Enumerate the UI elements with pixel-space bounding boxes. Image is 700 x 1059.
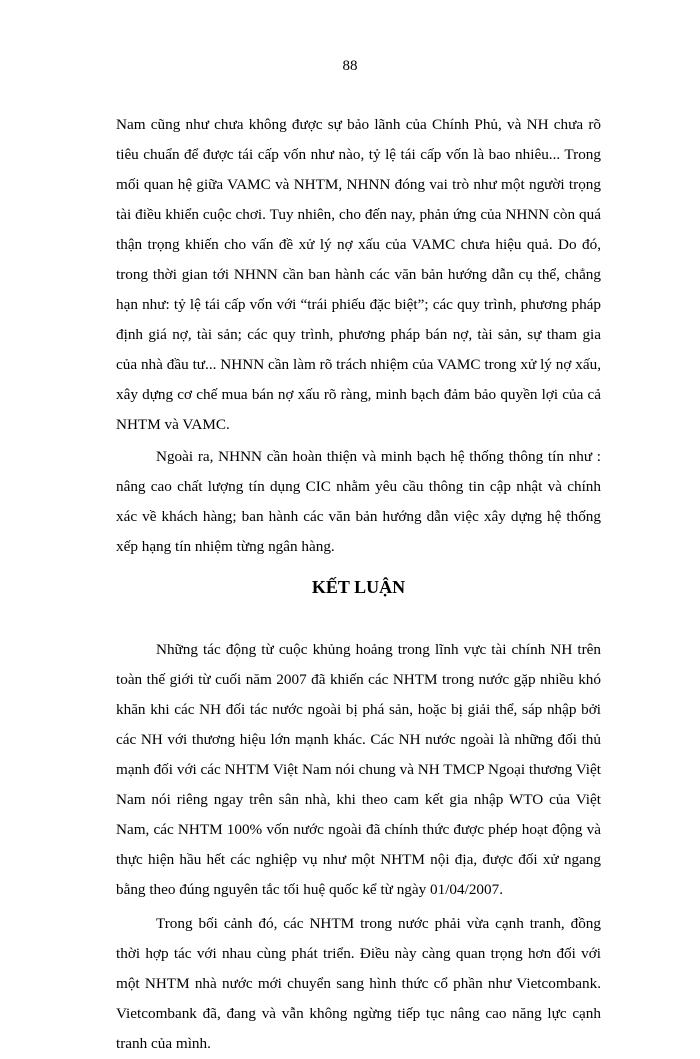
paragraph-competition: Trong bối cảnh đó, các NHTM trong nước phải vừa cạnh tranh, đồng thời hợp tác với nhau cùng phát triển. Điều này càng quan trọng hơn đối với một NHTM nhà nước mới chuyển sang hình thức cổ phần như Vietcombank. Vietcombank đã, đang và vẫn không ngừng tiếp tục nâng cao năng lực cạnh tranh của mình. [116, 915, 601, 1052]
document-body [116, 110, 601, 1059]
paragraph-information-system: Ngoài ra, NHNN cần hoàn thiện và minh bạch hệ thống thông tín như : nâng cao chất lượng tín dụng CIC nhằm yêu cầu thông tin cập nhật và chính xác về khách hàng; ban hành các văn bản hướng dẫn việc xây dựng hệ thống xếp hạng tín nhiệm từng ngân hàng. [116, 448, 601, 555]
page-number: 88 [342, 58, 358, 74]
paragraph-vamc-regulation: Nam cũng như chưa không được sự bảo lãnh của Chính Phủ, và NH chưa rõ tiêu chuẩn để được tái cấp vốn như nào, tỷ lệ tái cấp vốn là bao nhiêu... Trong mối quan hệ giữa VAMC và NHTM, NHNN đóng vai trò như một người trọng tài điều khiển cuộc chơi. Tuy nhiên, cho đến nay, phản ứng của NHNN còn quá thận trọng khiến cho vấn đề xử lý nợ xấu của VAMC chưa hiệu quả. Do đó, trong thời gian tới NHNN cần ban hành các văn bản hướng dẫn cụ thể, chẳng hạn như: tỷ lệ tái cấp vốn với “trái phiếu đặc biệt”; các quy trình, phương pháp định giá nợ, tài sản; các quy trình, phương pháp bán nợ, tài sản, sự tham gia của nhà đầu tư... NHNN cần làm rõ trách nhiệm của VAMC trong xử lý nợ xấu, xây dựng cơ chế mua bán nợ xấu rõ ràng, minh bạch đảm bảo quyền lợi của cả NHTM và VAMC. [116, 116, 601, 433]
conclusion-heading: KẾT LUẬN [311, 577, 406, 597]
paragraph-crisis-impact: Những tác động từ cuộc khủng hoảng trong lĩnh vực tài chính NH trên toàn thế giới từ cuối năm 2007 đã khiến các NHTM trong nước gặp nhiều khó khăn khi các NH đối tác nước ngoài bị phá sản, hoặc bị giải thể, sáp nhập bởi các NH với thương hiệu lớn mạnh khác. Các NH nước ngoài là những đối thủ mạnh đối với các NHTM Việt Nam nói chung và NH TMCP Ngoại thương Việt Nam nói riêng ngay trên sân nhà, khi theo cam kết gia nhập WTO của Việt Nam, các NHTM 100% vốn nước ngoài đã chính thức được phép hoạt động và thực hiện hầu hết các nghiệp vụ như một NHTM nội địa, được đối xử ngang bằng theo đúng nguyên tắc tối huệ quốc kể từ ngày 01/04/2007. [116, 641, 601, 898]
